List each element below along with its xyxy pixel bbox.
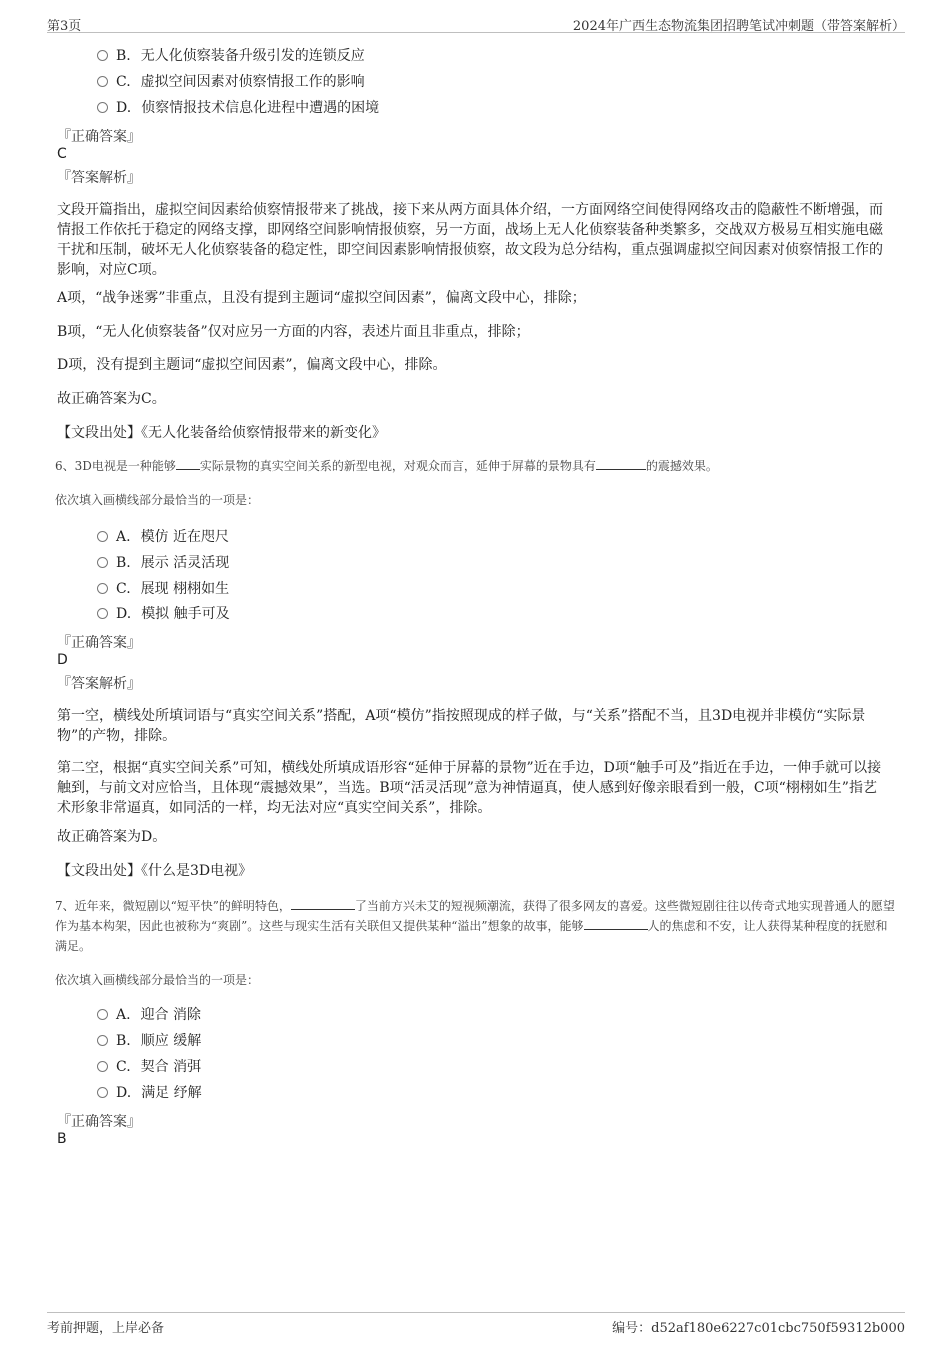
q5-option-b[interactable]: B. 无人化侦察装备升级引发的连锁反应 [97, 46, 365, 66]
q5-analysis-paragraph: 文段开篇指出，虚拟空间因素给侦察情报带来了挑战，接下来从两方面具体介绍，一方面网络空间使得网络攻击的隐蔽性不断增强，而情报工作依托于稳定的网络支撑，即网络空间影响情报侦察，另一方面，战场上无人化侦察装备种类繁多，交战双方极易互相实施电磁干扰和压制，破坏无人化侦察装备的稳定性，即空间因素影响情报侦察，故文段为总分结构，重点强调虚拟空间因素对侦察情报工作的影响，对应C项。 [57, 202, 883, 278]
q7-option-a[interactable]: A. 迎合 消除 [97, 1005, 201, 1025]
q6-option-c[interactable]: C. 展现 栩栩如生 [97, 579, 229, 599]
document-code: 编号：d52af180e6227c01cbc750f59312b000 [612, 1321, 905, 1336]
q6-option-d[interactable]: D. 模拟 触手可及 [97, 604, 230, 624]
document-title: 2024年广西生态物流集团招聘笔试冲刺题（带答案解析） [572, 19, 905, 34]
q5-analysis-paragraph: A项，“战争迷雾”非重点，且没有提到主题词“虚拟空间因素”，偏离文段中心，排除； [57, 290, 586, 306]
q6-source: 【文段出处】《什么是3D电视》 [57, 863, 253, 879]
q5-answer: C [57, 146, 67, 162]
radio-icon[interactable] [97, 608, 108, 619]
footer-slogan: 考前押题，上岸必备 [47, 1321, 165, 1336]
q6-stem: 6、3D电视是一种能够 实际景物的真实空间关系的新型电视，对观众而言，延伸于屏幕的景物具有 的震撼效果。 [55, 459, 718, 473]
radio-icon[interactable] [97, 1009, 108, 1020]
q5-analysis-label: 『答案解析』 [57, 170, 141, 186]
q5-option-c[interactable]: C. 虚拟空间因素对侦察情报工作的影响 [97, 72, 365, 92]
q7-answer-label: 『正确答案』 [57, 1114, 141, 1130]
radio-icon[interactable] [97, 1087, 108, 1098]
q6-analysis-paragraph: 第二空，根据“真实空间关系”可知，横线处所填成语形容“延伸于屏幕的景物”近在手边，D项“触手可及”指近在手边，一伸手就可以接触到，与前文对应恰当，且体现“震撼效果”，当选。B项“活灵活现”意为神情逼真，使人感到好像亲眼看到一般，C项“栩栩如生”指艺术形象非常逼真，如同活的一样，均无法对应“真实空间关系”，排除。 [57, 760, 882, 816]
q6-analysis-conclusion: 故正确答案为D。 [57, 829, 167, 845]
q5-source: 【文段出处】《无人化装备给侦察情报带来的新变化》 [57, 425, 386, 441]
radio-icon[interactable] [97, 1035, 108, 1046]
q6-prompt: 依次填入画横线部分最恰当的一项是： [55, 493, 260, 507]
radio-icon[interactable] [97, 76, 108, 87]
q5-answer-label: 『正确答案』 [57, 129, 141, 145]
blank-line [584, 917, 648, 930]
q7-option-b[interactable]: B. 顺应 缓解 [97, 1031, 201, 1051]
q7-stem: 7、近年来，微短剧以“短平快”的鲜明特色， 了当前方兴未艾的短视频潮流，获得了很多网友的喜爱。这些微短剧往往以传奇式地实现普通人的愿望作为基本构架，因此也被称为“爽剧”。这些与现实生活有关联但又提供某种“溢出”想象的故事，能够 人的焦虑和不安，让人获得某种程度的抚慰和满足。 [55, 899, 895, 953]
page-header [47, 12, 905, 33]
radio-icon[interactable] [97, 102, 108, 113]
radio-icon[interactable] [97, 557, 108, 568]
page-footer [47, 1312, 905, 1335]
radio-icon[interactable] [97, 1061, 108, 1072]
blank-line [291, 897, 355, 910]
radio-icon[interactable] [97, 583, 108, 594]
q7-prompt: 依次填入画横线部分最恰当的一项是： [55, 973, 260, 987]
q7-answer: B [57, 1131, 67, 1147]
radio-icon[interactable] [97, 50, 108, 61]
q6-option-a[interactable]: A. 模仿 近在咫尺 [97, 527, 229, 547]
page-number: 第3页 [47, 19, 82, 34]
blank-line [176, 457, 200, 470]
q6-analysis-label: 『答案解析』 [57, 676, 141, 692]
q5-analysis-paragraph: B项，“无人化侦察装备”仅对应另一方面的内容，表述片面且非重点，排除； [57, 324, 530, 340]
q5-analysis-paragraph: D项，没有提到主题词“虚拟空间因素”，偏离文段中心，排除。 [57, 357, 447, 373]
q7-option-d[interactable]: D. 满足 纾解 [97, 1083, 202, 1103]
q6-option-b[interactable]: B. 展示 活灵活现 [97, 553, 229, 573]
q6-analysis-paragraph: 第一空，横线处所填词语与“真实空间关系”搭配，A项“模仿”指按照现成的样子做，与“关系”搭配不当，且3D电视并非模仿“实际景物”的产物，排除。 [57, 708, 866, 744]
q6-answer-label: 『正确答案』 [57, 635, 141, 651]
blank-line [596, 457, 646, 470]
q5-option-d[interactable]: D. 侦察情报技术信息化进程中遭遇的困境 [97, 98, 379, 118]
q7-option-c[interactable]: C. 契合 消弭 [97, 1057, 201, 1077]
q5-analysis-conclusion: 故正确答案为C。 [57, 391, 166, 407]
q6-answer: D [57, 652, 68, 668]
radio-icon[interactable] [97, 531, 108, 542]
